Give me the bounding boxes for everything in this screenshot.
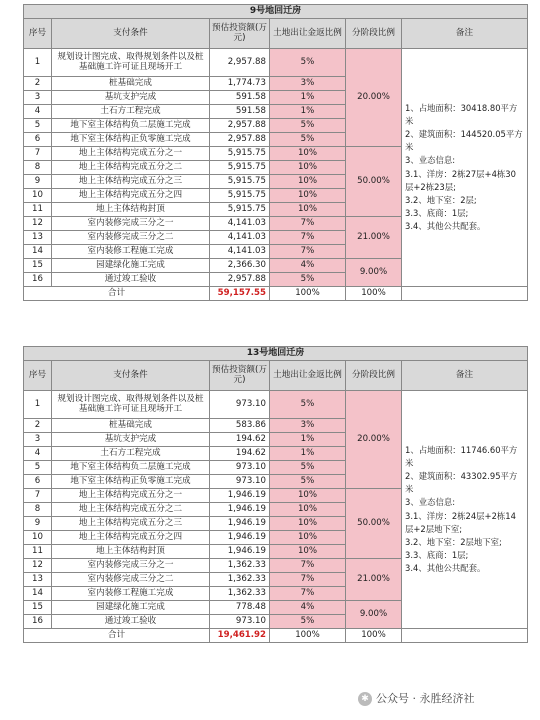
notes-cell bbox=[402, 391, 528, 629]
table-row bbox=[24, 391, 528, 419]
note-line: 3.1、洋房：2栋24层+2栋14层+2层地下室; bbox=[405, 510, 516, 534]
row-condition: 通过竣工验收 bbox=[52, 615, 210, 629]
row-no: 10 bbox=[24, 189, 52, 203]
row-condition: 桩基础完成 bbox=[52, 77, 210, 91]
header-note: 备注 bbox=[402, 19, 528, 49]
row-no: 2 bbox=[24, 419, 52, 433]
row-ratio: 10% bbox=[270, 175, 346, 189]
row-amount: 5,915.75 bbox=[210, 203, 270, 217]
row-no: 1 bbox=[24, 391, 52, 419]
row-no: 5 bbox=[24, 119, 52, 133]
row-no: 16 bbox=[24, 615, 52, 629]
row-amount: 1,946.19 bbox=[210, 517, 270, 531]
row-amount: 5,915.75 bbox=[210, 161, 270, 175]
table-row bbox=[24, 49, 528, 77]
row-ratio: 5% bbox=[270, 133, 346, 147]
row-ratio: 7% bbox=[270, 573, 346, 587]
row-amount: 973.10 bbox=[210, 615, 270, 629]
header-note: 备注 bbox=[402, 361, 528, 391]
row-amount: 5,915.75 bbox=[210, 147, 270, 161]
row-no: 3 bbox=[24, 91, 52, 105]
row-condition: 基坑支护完成 bbox=[52, 433, 210, 447]
row-condition: 土石方工程完成 bbox=[52, 105, 210, 119]
row-condition: 地上主体结构完成五分之四 bbox=[52, 531, 210, 545]
row-condition: 地下室主体结构负二层施工完成 bbox=[52, 119, 210, 133]
table-title: 9号地回迁房 bbox=[24, 5, 528, 19]
row-no: 14 bbox=[24, 245, 52, 259]
row-no: 16 bbox=[24, 273, 52, 287]
row-condition: 园建绿化施工完成 bbox=[52, 259, 210, 273]
row-no: 2 bbox=[24, 77, 52, 91]
row-ratio: 10% bbox=[270, 517, 346, 531]
row-condition: 地下室主体结构正负零施工完成 bbox=[52, 133, 210, 147]
watermark bbox=[358, 690, 475, 706]
note-line: 1、占地面积：11746.60平方米 bbox=[405, 445, 518, 469]
header-no: 序号 bbox=[24, 361, 52, 391]
row-ratio: 10% bbox=[270, 189, 346, 203]
stage-ratio: 20.00% bbox=[346, 49, 402, 147]
row-ratio: 5% bbox=[270, 461, 346, 475]
total-label: 合计 bbox=[24, 287, 210, 301]
row-amount: 1,362.33 bbox=[210, 573, 270, 587]
row-amount: 2,366.30 bbox=[210, 259, 270, 273]
watermark-text: 公众号 · 永胜经济社 bbox=[376, 692, 475, 705]
total-note-empty bbox=[402, 629, 528, 643]
row-no: 8 bbox=[24, 161, 52, 175]
total-stage: 100% bbox=[346, 287, 402, 301]
row-amount: 194.62 bbox=[210, 433, 270, 447]
row-no: 1 bbox=[24, 49, 52, 77]
row-ratio: 3% bbox=[270, 419, 346, 433]
row-no: 14 bbox=[24, 587, 52, 601]
row-no: 15 bbox=[24, 601, 52, 615]
row-amount: 1,946.19 bbox=[210, 503, 270, 517]
row-condition: 地上主体结构完成五分之一 bbox=[52, 147, 210, 161]
row-amount: 973.10 bbox=[210, 475, 270, 489]
row-no: 9 bbox=[24, 175, 52, 189]
table-title: 13号地回迁房 bbox=[24, 347, 528, 361]
row-ratio: 1% bbox=[270, 447, 346, 461]
row-condition: 规划设计图完成、取得规划条件以及桩基础施工许可证且现场开工 bbox=[52, 49, 210, 77]
row-ratio: 4% bbox=[270, 259, 346, 273]
row-ratio: 5% bbox=[270, 119, 346, 133]
note-line: 3.2、地下室：2层; bbox=[405, 194, 477, 205]
stage-ratio: 21.00% bbox=[346, 217, 402, 259]
note-line: 2、建筑面积：144520.05平方米 bbox=[405, 129, 523, 153]
stage-ratio: 20.00% bbox=[346, 391, 402, 489]
stage-ratio: 50.00% bbox=[346, 147, 402, 217]
header-ratio: 土地出让金返比例 bbox=[270, 361, 346, 391]
row-no: 4 bbox=[24, 447, 52, 461]
row-amount: 1,774.73 bbox=[210, 77, 270, 91]
row-condition: 通过竣工验收 bbox=[52, 273, 210, 287]
row-condition: 地上主体结构完成五分之二 bbox=[52, 503, 210, 517]
stage-ratio: 21.00% bbox=[346, 559, 402, 601]
note-line: 2、建筑面积：43302.95平方米 bbox=[405, 471, 518, 495]
wechat-icon: ✱ bbox=[358, 692, 372, 706]
row-ratio: 7% bbox=[270, 245, 346, 259]
row-amount: 973.10 bbox=[210, 461, 270, 475]
note-line: 3.2、地下室：2层地下室; bbox=[405, 536, 502, 547]
row-no: 8 bbox=[24, 503, 52, 517]
row-ratio: 5% bbox=[270, 49, 346, 77]
total-ratio: 100% bbox=[270, 629, 346, 643]
row-ratio: 10% bbox=[270, 161, 346, 175]
row-amount: 194.62 bbox=[210, 447, 270, 461]
notes-cell bbox=[402, 49, 528, 287]
table-plot-13 bbox=[23, 346, 528, 643]
row-condition: 室内装修完成三分之二 bbox=[52, 231, 210, 245]
row-amount: 1,946.19 bbox=[210, 489, 270, 503]
row-condition: 地上主体结构完成五分之四 bbox=[52, 189, 210, 203]
row-condition: 地上主体结构封顶 bbox=[52, 203, 210, 217]
row-condition: 桩基础完成 bbox=[52, 419, 210, 433]
row-ratio: 5% bbox=[270, 615, 346, 629]
row-no: 7 bbox=[24, 147, 52, 161]
total-stage: 100% bbox=[346, 629, 402, 643]
row-ratio: 10% bbox=[270, 489, 346, 503]
row-ratio: 5% bbox=[270, 475, 346, 489]
row-condition: 地下室主体结构负二层施工完成 bbox=[52, 461, 210, 475]
row-condition: 地上主体结构封顶 bbox=[52, 545, 210, 559]
header-amount: 预估投资额(万元) bbox=[210, 19, 270, 49]
table-plot-9 bbox=[23, 4, 528, 301]
row-amount: 2,957.88 bbox=[210, 49, 270, 77]
row-condition: 地上主体结构完成五分之二 bbox=[52, 161, 210, 175]
row-no: 9 bbox=[24, 517, 52, 531]
row-condition: 地下室主体结构正负零施工完成 bbox=[52, 475, 210, 489]
note-line: 3.1、洋房：2栋27层+4栋30层+2栋23层; bbox=[405, 168, 516, 192]
row-ratio: 4% bbox=[270, 601, 346, 615]
total-label: 合计 bbox=[24, 629, 210, 643]
row-no: 13 bbox=[24, 231, 52, 245]
row-condition: 室内装修完成三分之一 bbox=[52, 217, 210, 231]
row-no: 3 bbox=[24, 433, 52, 447]
row-ratio: 10% bbox=[270, 531, 346, 545]
note-line: 3.3、底商：1层; bbox=[405, 207, 469, 218]
row-condition: 地上主体结构完成五分之三 bbox=[52, 175, 210, 189]
row-condition: 规划设计图完成、取得规划条件以及桩基础施工许可证且现场开工 bbox=[52, 391, 210, 419]
row-amount: 1,362.33 bbox=[210, 587, 270, 601]
total-amount: 19,461.92 bbox=[210, 629, 270, 643]
total-amount: 59,157.55 bbox=[210, 287, 270, 301]
row-ratio: 1% bbox=[270, 91, 346, 105]
stage-ratio: 9.00% bbox=[346, 601, 402, 629]
row-amount: 1,946.19 bbox=[210, 545, 270, 559]
row-amount: 2,957.88 bbox=[210, 273, 270, 287]
header-condition: 支付条件 bbox=[52, 361, 210, 391]
header-amount: 预估投资额(万元) bbox=[210, 361, 270, 391]
row-no: 6 bbox=[24, 475, 52, 489]
row-no: 5 bbox=[24, 461, 52, 475]
note-line: 3.3、底商：1层; bbox=[405, 549, 469, 560]
row-amount: 591.58 bbox=[210, 91, 270, 105]
note-line: 3、业态信息: bbox=[405, 497, 456, 508]
note-line: 3.4、其他公共配套。 bbox=[405, 562, 486, 573]
row-condition: 基坑支护完成 bbox=[52, 91, 210, 105]
row-ratio: 7% bbox=[270, 217, 346, 231]
row-amount: 1,362.33 bbox=[210, 559, 270, 573]
row-amount: 4,141.03 bbox=[210, 231, 270, 245]
header-no: 序号 bbox=[24, 19, 52, 49]
row-ratio: 7% bbox=[270, 559, 346, 573]
row-condition: 室内装修工程施工完成 bbox=[52, 245, 210, 259]
row-no: 12 bbox=[24, 217, 52, 231]
row-no: 11 bbox=[24, 545, 52, 559]
note-line: 3.4、其他公共配套。 bbox=[405, 220, 486, 231]
stage-ratio: 50.00% bbox=[346, 489, 402, 559]
row-amount: 5,915.75 bbox=[210, 175, 270, 189]
row-ratio: 1% bbox=[270, 433, 346, 447]
row-ratio: 10% bbox=[270, 503, 346, 517]
total-ratio: 100% bbox=[270, 287, 346, 301]
stage-ratio: 9.00% bbox=[346, 259, 402, 287]
header-stage: 分阶段比例 bbox=[346, 361, 402, 391]
row-no: 4 bbox=[24, 105, 52, 119]
row-amount: 4,141.03 bbox=[210, 245, 270, 259]
total-note-empty bbox=[402, 287, 528, 301]
row-no: 15 bbox=[24, 259, 52, 273]
row-amount: 1,946.19 bbox=[210, 531, 270, 545]
row-amount: 4,141.03 bbox=[210, 217, 270, 231]
row-no: 13 bbox=[24, 573, 52, 587]
row-amount: 973.10 bbox=[210, 391, 270, 419]
header-ratio: 土地出让金返比例 bbox=[270, 19, 346, 49]
note-line: 1、占地面积：30418.80平方米 bbox=[405, 103, 518, 127]
row-no: 7 bbox=[24, 489, 52, 503]
row-no: 10 bbox=[24, 531, 52, 545]
row-condition: 室内装修完成三分之一 bbox=[52, 559, 210, 573]
row-no: 11 bbox=[24, 203, 52, 217]
row-ratio: 5% bbox=[270, 391, 346, 419]
row-amount: 583.86 bbox=[210, 419, 270, 433]
row-ratio: 10% bbox=[270, 203, 346, 217]
row-condition: 室内装修工程施工完成 bbox=[52, 587, 210, 601]
row-ratio: 1% bbox=[270, 105, 346, 119]
row-amount: 2,957.88 bbox=[210, 119, 270, 133]
row-ratio: 7% bbox=[270, 231, 346, 245]
row-amount: 778.48 bbox=[210, 601, 270, 615]
note-line: 3、业态信息: bbox=[405, 155, 456, 166]
row-condition: 地上主体结构完成五分之三 bbox=[52, 517, 210, 531]
row-no: 6 bbox=[24, 133, 52, 147]
row-ratio: 5% bbox=[270, 273, 346, 287]
header-condition: 支付条件 bbox=[52, 19, 210, 49]
row-condition: 室内装修完成三分之二 bbox=[52, 573, 210, 587]
row-ratio: 3% bbox=[270, 77, 346, 91]
row-amount: 2,957.88 bbox=[210, 133, 270, 147]
row-condition: 园建绿化施工完成 bbox=[52, 601, 210, 615]
row-amount: 591.58 bbox=[210, 105, 270, 119]
row-ratio: 10% bbox=[270, 545, 346, 559]
row-no: 12 bbox=[24, 559, 52, 573]
row-condition: 地上主体结构完成五分之一 bbox=[52, 489, 210, 503]
row-amount: 5,915.75 bbox=[210, 189, 270, 203]
row-ratio: 7% bbox=[270, 587, 346, 601]
row-ratio: 10% bbox=[270, 147, 346, 161]
header-stage: 分阶段比例 bbox=[346, 19, 402, 49]
row-condition: 土石方工程完成 bbox=[52, 447, 210, 461]
